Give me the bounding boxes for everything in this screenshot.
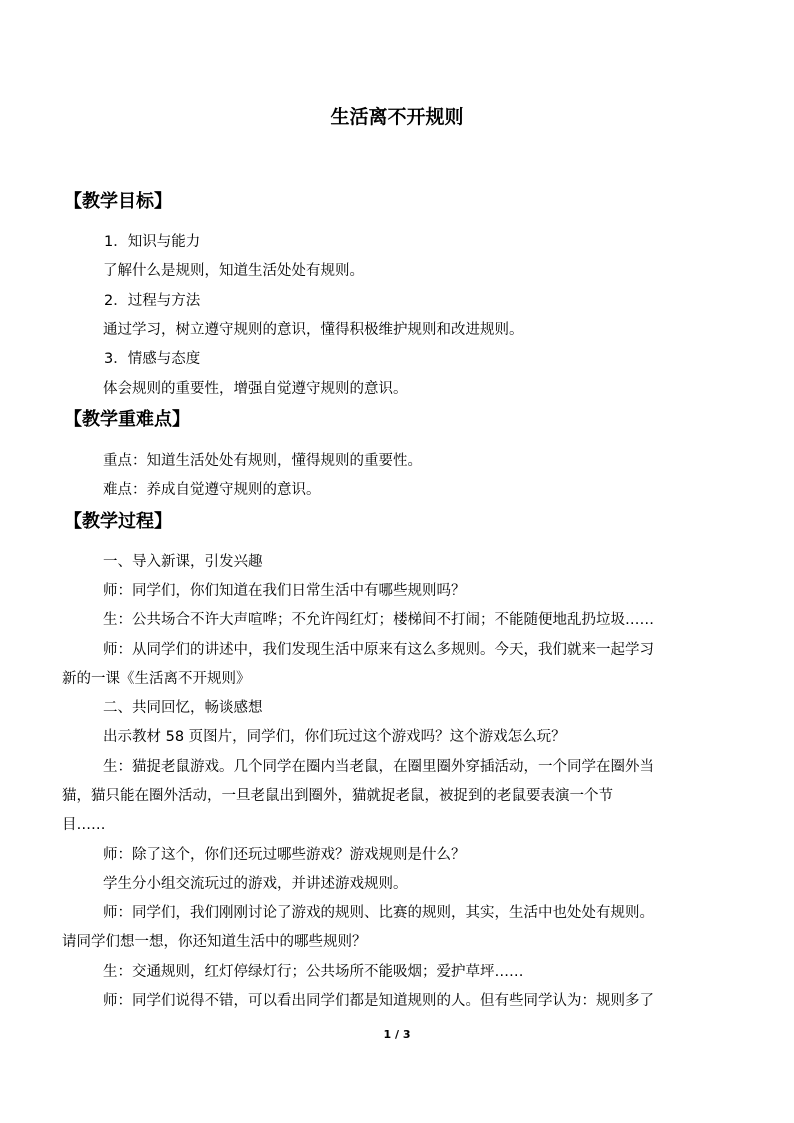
paragraph: 师：除了这个，你们还玩过哪些游戏？游戏规则是什么？	[103, 847, 466, 863]
page-title: 生活离不开规则	[330, 106, 464, 128]
key-point-text: 重点：知道生活处处有规则，懂得规则的重要性。	[103, 453, 422, 469]
paragraph: 学生分小组交流玩过的游戏，并讲述游戏规则。	[103, 876, 408, 892]
objective-3-text: 体会规则的重要性，增强自觉遵守规则的意识。	[103, 381, 408, 397]
heading-teaching-objectives: 【教学目标】	[64, 191, 172, 212]
objective-2-text: 通过学习，树立遵守规则的意识，懂得积极维护规则和改进规则。	[103, 322, 524, 338]
paragraph: 师：同学们说得不错，可以看出同学们都是知道规则的人。但有些同学认为：规则多了	[103, 993, 654, 1009]
paragraph: 师：从同学们的讲述中，我们发现生活中原来有这么多规则。今天，我们就来一起学习	[103, 642, 654, 658]
objective-1-text: 了解什么是规则，知道生活处处有规则。	[103, 263, 364, 279]
page-number: 1 / 3	[383, 1028, 411, 1041]
paragraph-continuation: 目……	[62, 817, 106, 833]
heading-teaching-process: 【教学过程】	[64, 511, 172, 532]
difficult-point-text: 难点：养成自觉遵守规则的意识。	[103, 482, 321, 498]
paragraph: 生：猫捉老鼠游戏。几个同学在圈内当老鼠，在圈里圈外穿插活动，一个同学在圈外当	[103, 759, 654, 775]
heading-key-difficult-points: 【教学重难点】	[64, 409, 190, 430]
paragraph: 出示教材 58 页图片，同学们，你们玩过这个游戏吗？这个游戏怎么玩？	[103, 729, 566, 745]
paragraph: 师：同学们，你们知道在我们日常生活中有哪些规则吗？	[103, 583, 466, 599]
objective-3-heading: 3．情感与态度	[104, 351, 201, 367]
paragraph: 生：公共场合不许大声喧哗；不允许闯红灯；楼梯间不打闹；不能随便地乱扔垃圾……	[103, 612, 654, 628]
paragraph-continuation: 新的一课《生活离不开规则》	[62, 671, 251, 687]
section-1-title: 一、导入新课，引发兴趣	[103, 554, 263, 570]
paragraph-continuation: 请同学们想一想，你还知道生活中的哪些规则？	[62, 934, 367, 950]
objective-2-heading: 2．过程与方法	[104, 293, 201, 309]
paragraph: 生：交通规则，红灯停绿灯行；公共场所不能吸烟；爱护草坪……	[103, 964, 524, 980]
paragraph: 师：同学们，我们刚刚讨论了游戏的规则、比赛的规则，其实，生活中也处处有规则。	[103, 905, 654, 921]
section-2-title: 二、共同回忆，畅谈感想	[103, 700, 263, 716]
paragraph-continuation: 猫，猫只能在圈外活动，一旦老鼠出到圈外，猫就捉老鼠，被捉到的老鼠要表演一个节	[62, 788, 613, 804]
objective-1-heading: 1．知识与能力	[104, 234, 201, 250]
